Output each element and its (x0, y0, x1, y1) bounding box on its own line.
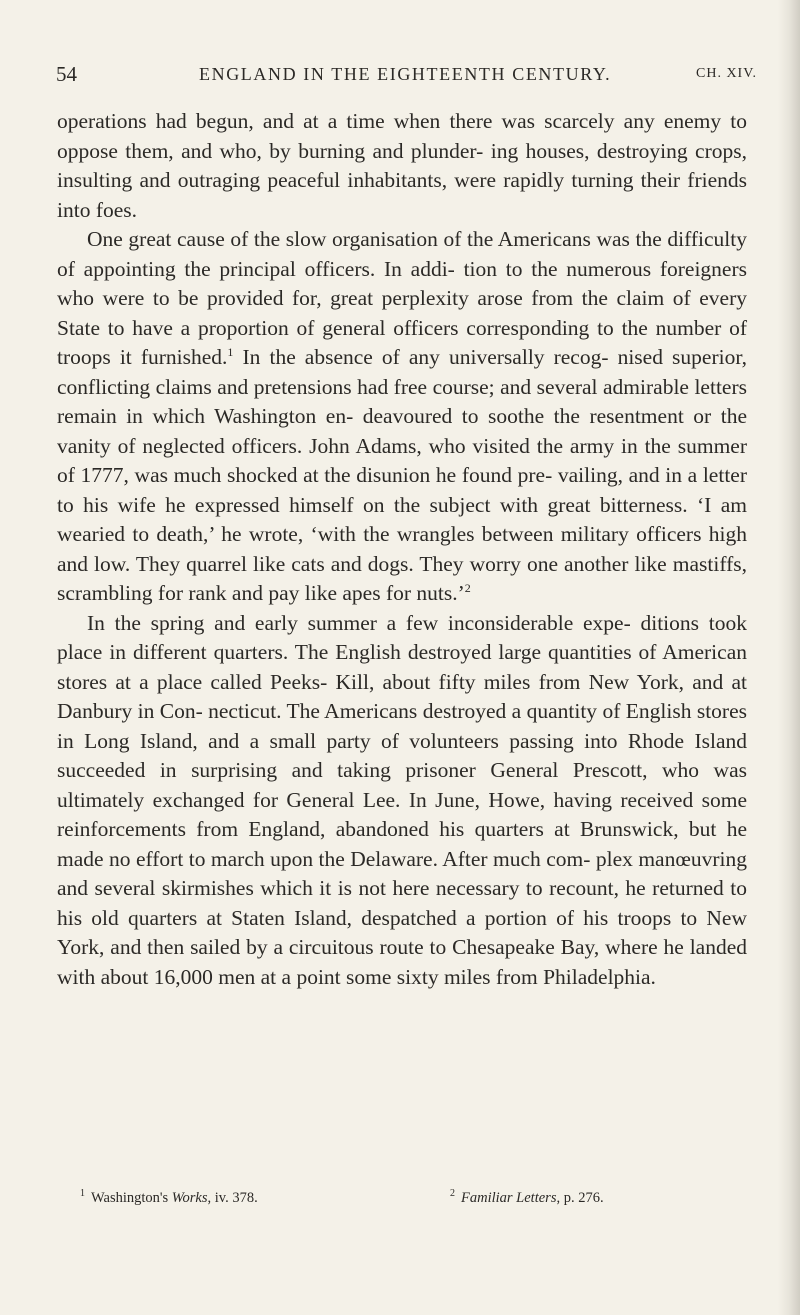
footnote-number: 2 (450, 1188, 455, 1199)
footnote-number: 1 (80, 1188, 85, 1199)
running-head (56, 62, 758, 92)
paragraph-officers (57, 225, 747, 609)
running-title: ENGLAND IN THE EIGHTEENTH CENTURY. (199, 64, 612, 84)
footnote-reference[interactable]: 1 (227, 344, 234, 359)
footnote-italic-title: Works (171, 1189, 208, 1206)
footnote-reference[interactable]: 2 (464, 580, 471, 595)
footnote-italic-title: Familiar Letters (461, 1189, 557, 1206)
paragraph-expeditions: In the spring and early summer a few inconsiderable expe- ditions took place in different quarters. The English destroyed large quantities of American stores at a place called Peeks- Kill, about fifty miles from New York, and at Danbury in Con- necticut. The Americans destroyed a quantity of English stores in Long Island, and a small party of volunteers passing into Rhode Island succeeded in surprising and taking prisoner General Prescott, who was ultimately exchanged for General Lee. In June, Howe, having received some reinforcements from England, abandoned his quarters at Brunswick, but he made no effort to march upon the Delaware. After much com- plex manœuvring and several skirmishes which it is not here necessary to recount, he returned to his old quarters at Staten Island, despatched a portion of his troops to New York, and then sailed by a circuitous route to Chesapeake Bay, where he landed with about 16,000 men at a point some sixty miles from Philadelphia. (57, 610, 747, 989)
page-number: 54 (56, 62, 77, 86)
footnote-text: , p. 276. (556, 1189, 604, 1206)
paragraph-text-segment: In the absence of any universally recog- nised superior, conflicting claims and pretensions had free course; and several admirable letters remain in which Washington en- deavoured to soothe the resentment or the vanity of neglected officers. John Adams, who visited the army in the summer of 1777, was much shocked at the disunion he found pre- vailing, and in a letter to his wife he expressed himself on the subject with great bitterness. ‘I am wearied to death,’ he wrote, ‘with the wrangles between military officers high and low. They quarrel like cats and dogs. They worry one another like mastiffs, scrambling for rank and pay like apes for nuts.’ (57, 345, 748, 605)
page-edge-shadow (778, 0, 800, 1315)
footnotes (80, 1188, 740, 1210)
footnote (80, 1188, 258, 1207)
footnote-text: , iv. 378. (207, 1189, 258, 1206)
paragraph-continued: operations had begun, and at a time when there was scarcely any enemy to oppose them, and who, by burning and plunder- ing houses, destroying crops, insulting and outraging peaceful inhabitants, were rapidly turning their friends into foes. (57, 109, 747, 222)
footnote-text: Washington's (91, 1189, 172, 1206)
body-text (57, 107, 747, 992)
chapter-label: CH. XIV. (696, 66, 758, 81)
footnote (450, 1188, 604, 1207)
paragraph-text-segment: One great cause of the slow organisation of the Americans was the difficulty of appointing the principal officers. In addi- tion to the numerous foreigners who were to be provided for, great perplexity arose from the claim of every State to have a proportion of general officers corresponding to the number of troops it furnished. (57, 227, 747, 369)
